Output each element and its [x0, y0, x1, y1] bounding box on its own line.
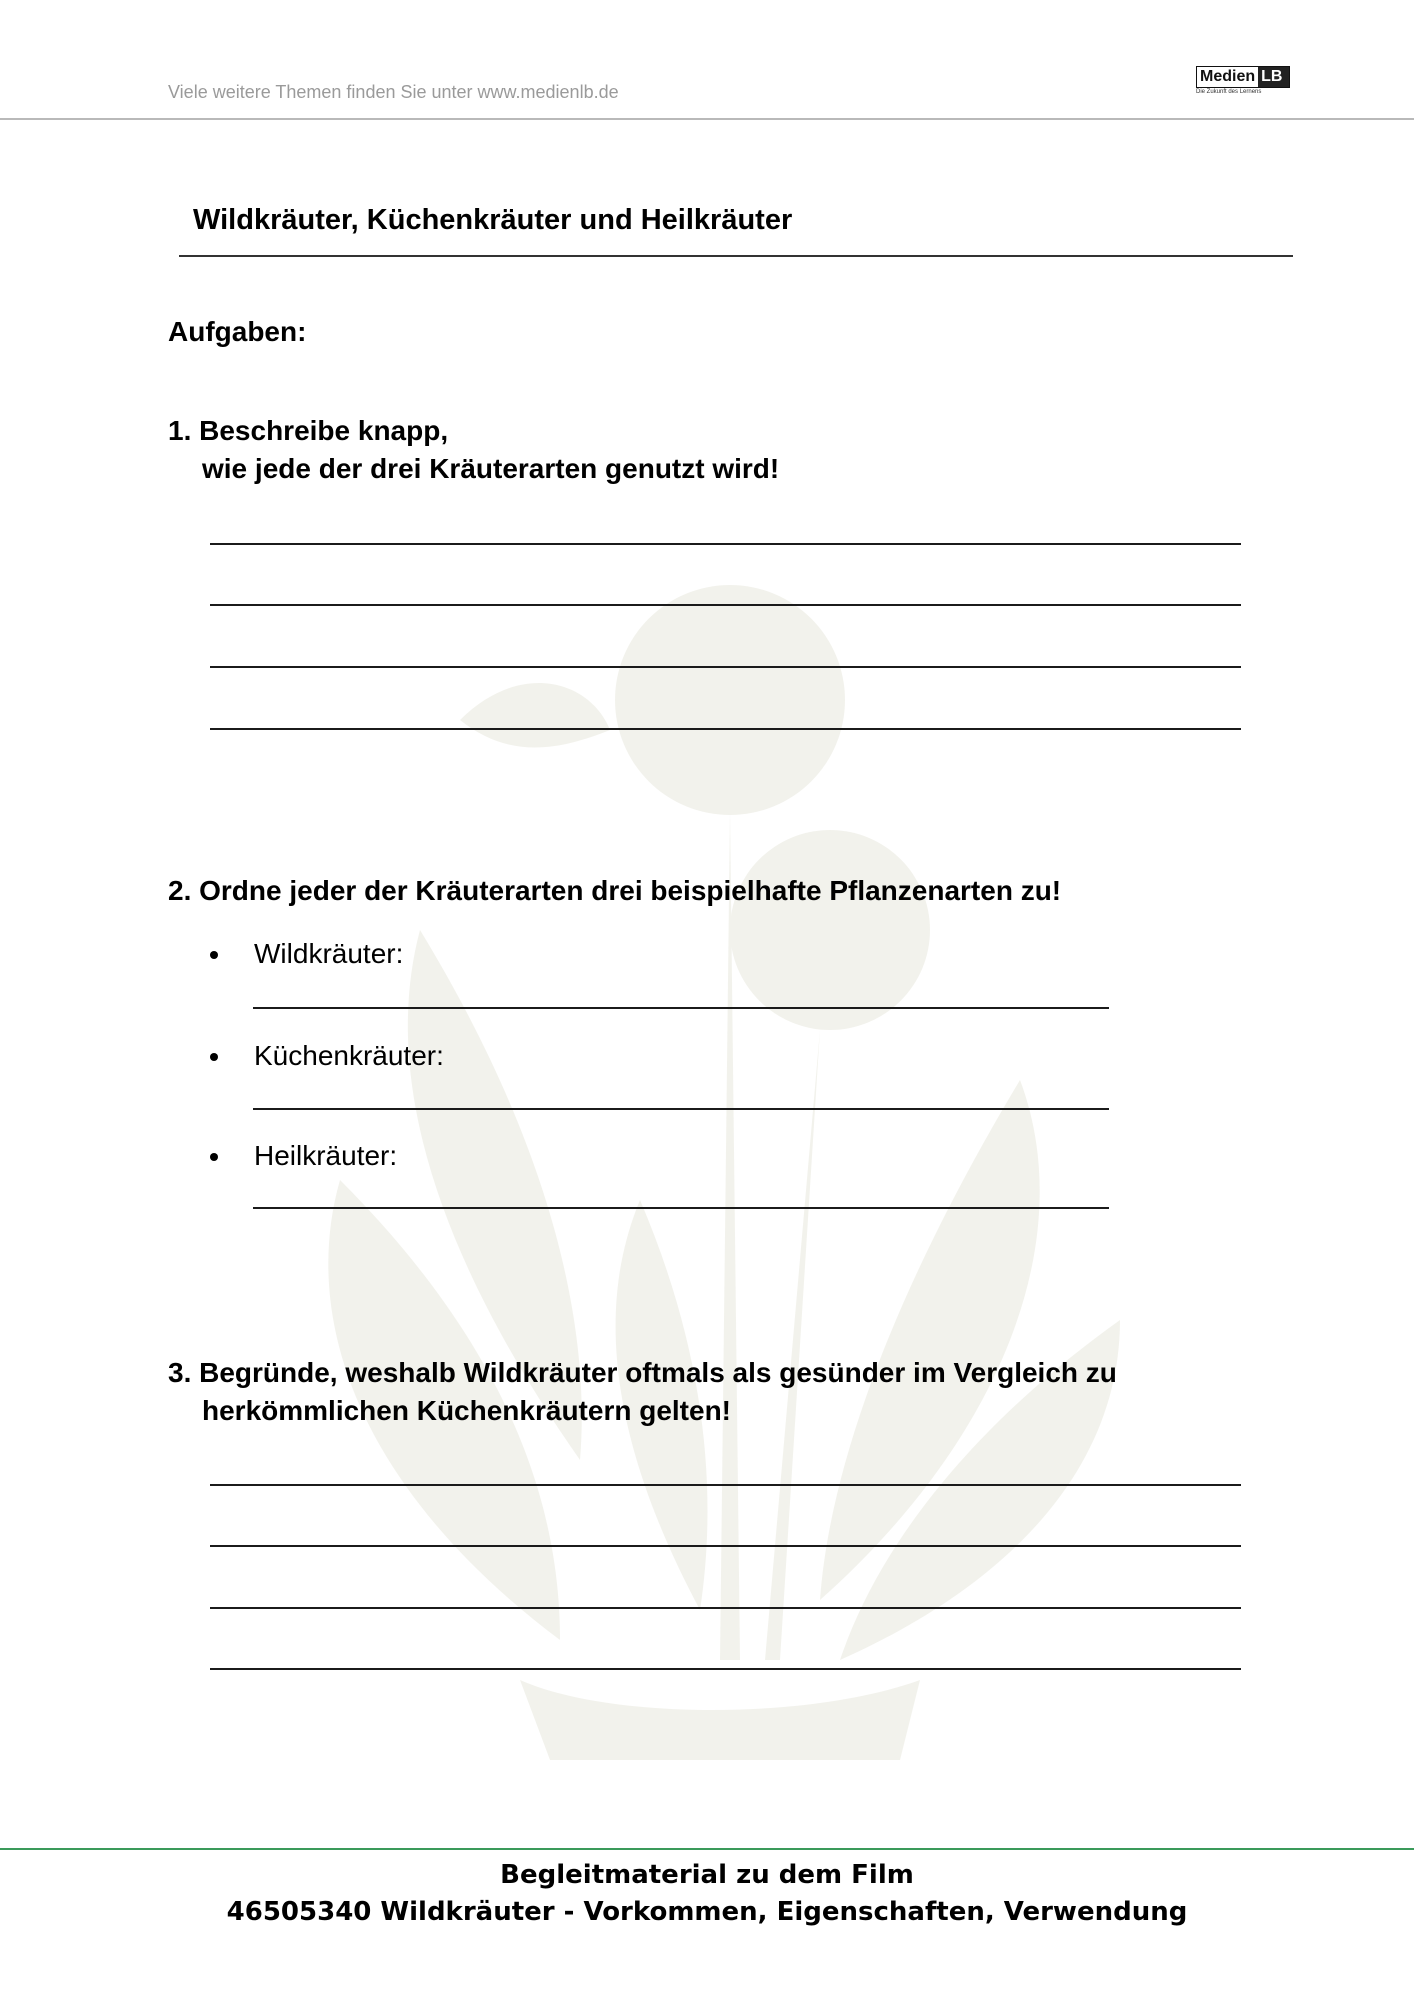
- tasks-heading: Aufgaben:: [168, 316, 307, 347]
- answer-line[interactable]: [210, 666, 1241, 668]
- bullet-answer-line[interactable]: [253, 1108, 1109, 1110]
- bullet-answer-line[interactable]: [253, 1007, 1109, 1009]
- bullet-dot-icon: [210, 1153, 218, 1161]
- question-3: [168, 1354, 1117, 1430]
- bullet-dot-icon: [210, 1053, 218, 1061]
- bullet-dot-icon: [210, 951, 218, 959]
- bullet-item-wildkraeuter: [210, 938, 403, 970]
- question-3-line-2: herkömmlichen Küchenkräutern gelten!: [202, 1395, 732, 1426]
- footer-line-2: 46505340 Wildkräuter - Vorkommen, Eigenschaften, Verwendung: [226, 1897, 1188, 1927]
- header-website-text: Viele weitere Themen finden Sie unter www.medienlb.de: [168, 82, 619, 102]
- bullet-label: Küchenkräuter:: [254, 1040, 444, 1071]
- title-underline: [179, 255, 1293, 257]
- bullet-item-heilkraeuter: [210, 1140, 397, 1172]
- footer-line-1: Begleitmaterial zu dem Film: [500, 1860, 914, 1890]
- answer-line[interactable]: [210, 1668, 1241, 1670]
- medienlb-logo: [1196, 66, 1290, 94]
- question-2-line-1: 2. Ordne jeder der Kräuterarten drei beispielhafte Pflanzenarten zu!: [168, 875, 1062, 906]
- logo-text-lb: LB: [1258, 67, 1289, 87]
- logo-text-medien: Medien: [1197, 67, 1258, 87]
- footer-divider: [0, 1848, 1414, 1850]
- question-3-line-1: 3. Begründe, weshalb Wildkräuter oftmals als gesünder im Vergleich zu: [168, 1357, 1117, 1388]
- question-1-line-2: wie jede der drei Kräuterarten genutzt wird!: [202, 453, 780, 484]
- page-title: Wildkräuter, Küchenkräuter und Heilkräuter: [193, 204, 793, 236]
- dandelion-watermark-image: [260, 560, 1160, 1810]
- question-1: [168, 412, 779, 488]
- answer-line[interactable]: [210, 1607, 1241, 1609]
- answer-line[interactable]: [210, 1484, 1241, 1486]
- question-2: [168, 872, 1061, 910]
- bullet-label: Heilkräuter:: [254, 1140, 398, 1171]
- header-divider: [0, 118, 1414, 120]
- bullet-label: Wildkräuter:: [254, 938, 404, 969]
- answer-line[interactable]: [210, 543, 1241, 545]
- bullet-answer-line[interactable]: [253, 1207, 1109, 1209]
- bullet-item-kuechenkraeuter: [210, 1040, 444, 1072]
- answer-line[interactable]: [210, 1545, 1241, 1547]
- answer-line[interactable]: [210, 728, 1241, 730]
- answer-line[interactable]: [210, 604, 1241, 606]
- question-1-line-1: 1. Beschreibe knapp,: [168, 415, 449, 446]
- logo-tagline: Die Zukunft des Lernens: [1196, 89, 1262, 95]
